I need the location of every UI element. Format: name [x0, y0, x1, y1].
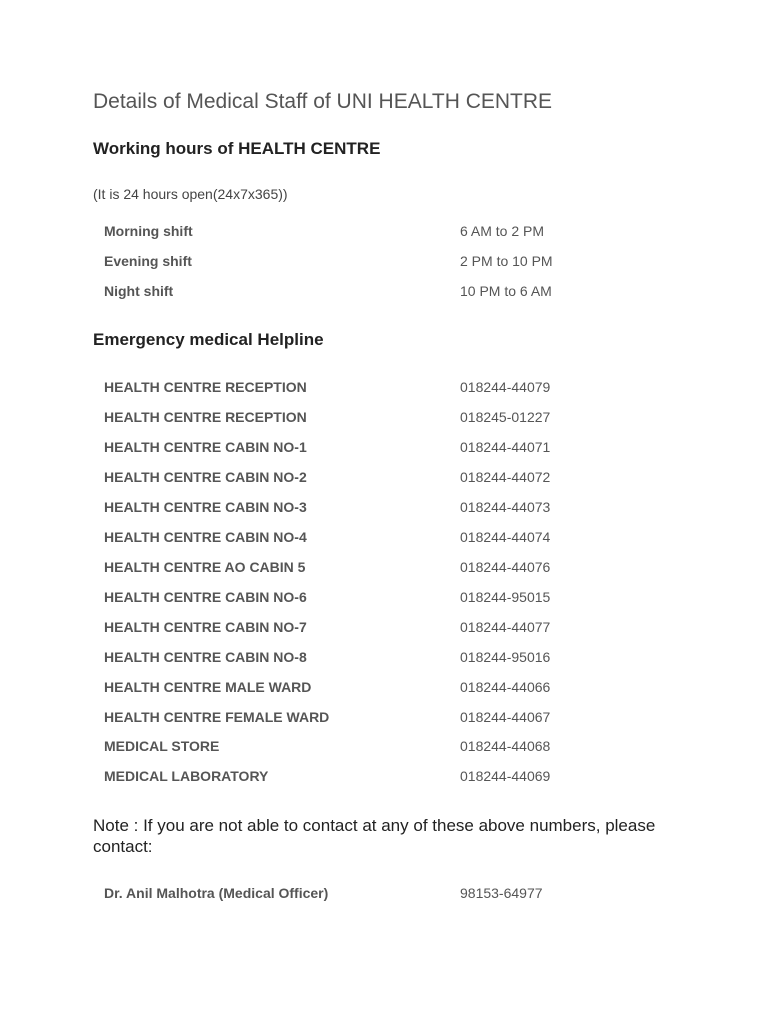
helpline-number: 018244-44079 [460, 379, 551, 395]
helpline-number: 018244-44076 [460, 559, 551, 575]
helpline-label: HEALTH CENTRE FEMALE WARD [104, 709, 330, 725]
shift-time: 6 AM to 2 PM [460, 223, 545, 239]
helpline-label: HEALTH CENTRE CABIN NO-2 [104, 469, 307, 485]
helpline-number: 018244-44067 [460, 709, 551, 725]
contact-number: 98153-64977 [460, 885, 543, 901]
helpline-number: 018244-44068 [460, 738, 551, 754]
shift-label: Morning shift [104, 223, 193, 239]
helpline-label: HEALTH CENTRE CABIN NO-8 [104, 649, 307, 665]
helpline-number: 018244-95015 [460, 589, 551, 605]
helpline-label: HEALTH CENTRE RECEPTION [104, 379, 307, 395]
helpline-number: 018244-95016 [460, 649, 551, 665]
helpline-number: 018244-44069 [460, 768, 551, 784]
helpline-number: 018245-01227 [460, 409, 551, 425]
helpline-label: HEALTH CENTRE CABIN NO-1 [104, 439, 307, 455]
shift-label: Evening shift [104, 253, 192, 269]
helpline-label: HEALTH CENTRE CABIN NO-7 [104, 619, 307, 635]
helpline-number: 018244-44073 [460, 499, 551, 515]
contact-name: Dr. Anil Malhotra (Medical Officer) [104, 885, 329, 901]
helpline-label: MEDICAL LABORATORY [104, 768, 269, 784]
helpline-heading: Emergency medical Helpline [93, 330, 324, 349]
helpline-number: 018244-44074 [460, 529, 551, 545]
shift-label: Night shift [104, 283, 174, 299]
helpline-number: 018244-44066 [460, 679, 551, 695]
page-title: Details of Medical Staff of UNI HEALTH CENTRE [93, 90, 553, 113]
working-hours-heading: Working hours of HEALTH CENTRE [93, 139, 381, 158]
helpline-label: MEDICAL STORE [104, 738, 220, 754]
helpline-number: 018244-44072 [460, 469, 551, 485]
shift-time: 10 PM to 6 AM [460, 283, 552, 299]
helpline-label: HEALTH CENTRE MALE WARD [104, 679, 312, 695]
contact-note: Note : If you are not able to contact at any of these above numbers, please contact: [93, 816, 656, 856]
helpline-label: HEALTH CENTRE CABIN NO-4 [104, 529, 307, 545]
helpline-label: HEALTH CENTRE AO CABIN 5 [104, 559, 306, 575]
shift-time: 2 PM to 10 PM [460, 253, 553, 269]
helpline-label: HEALTH CENTRE CABIN NO-6 [104, 589, 307, 605]
helpline-number: 018244-44071 [460, 439, 551, 455]
helpline-label: HEALTH CENTRE CABIN NO-3 [104, 499, 307, 515]
helpline-label: HEALTH CENTRE RECEPTION [104, 409, 307, 425]
working-hours-note: (It is 24 hours open(24x7x365)) [93, 186, 288, 202]
helpline-number: 018244-44077 [460, 619, 551, 635]
